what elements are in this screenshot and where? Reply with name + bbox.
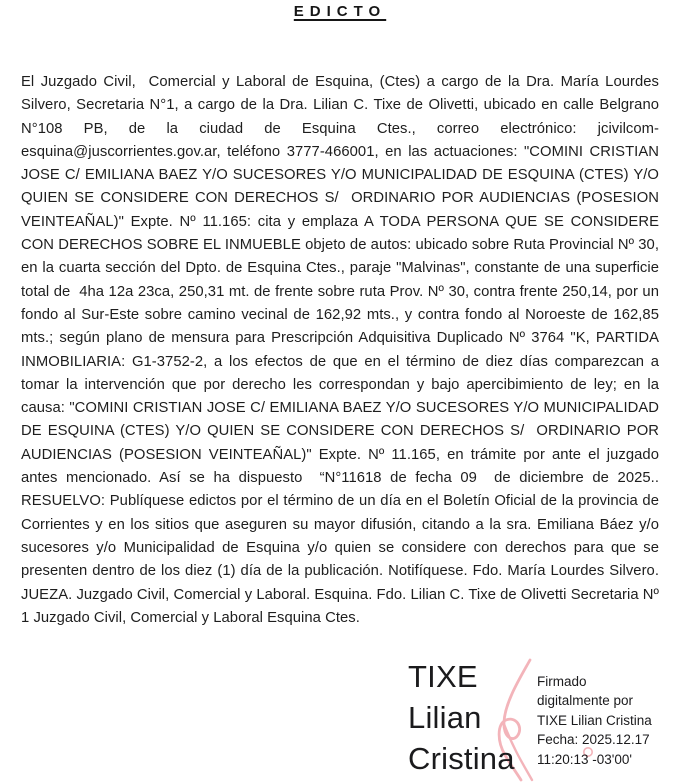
stamp-line: Fecha: 2025.12.17 — [537, 732, 650, 748]
stamp-line: digitalmente por — [537, 693, 634, 709]
signature-name-line: TIXE — [408, 659, 478, 694]
signature-name-line: Cristina — [408, 741, 515, 776]
document-title: EDICTO — [293, 3, 387, 20]
stamp-line: TIXE Lilian Cristina — [537, 712, 652, 728]
digital-signature-block — [0, 648, 680, 782]
edict-body-text: El Juzgado Civil, Comercial y Laboral de Esquina, (Ctes) a cargo de la Dra. María Lourdes Silvero, Secretaria N°1, a cargo de la Dra. Lilian C. Tixe de Olivetti, ubicado en calle Belgrano N°108 PB, de la ciudad de Esquina Ctes., correo electrónico: jcivilcom-esquina@juscorrientes.gov.ar, teléfono 3777-466001, en las actuaciones: "COMINI CRISTIAN JOSE C/ EMILIANA BAEZ Y/O SUCESORES Y/O MUNICIPALIDAD DE ESQUINA (CTES) Y/O QUIEN SE CONSIDERE CON DERECHOS S/ ORDINARIO POR AUDIENCIAS (POSESION VEINTEAÑAL)" Expte. Nº 11.165: cita y emplaza A TODA PERSONA QUE SE CONSIDERE CON DERECHOS SOBRE EL INMUEBLE objeto de autos: ubicado sobre Ruta Provincial Nº 30, en la cuarta sección del Dpto. de Esquina Ctes., paraje "Malvinas", constante de una superficie total de 4ha 12a 23ca, 250,31 mt. de frente sobre ruta Prov. Nº 30, contra frente 250,14, por un fondo al Sur-Este sobre camino vecinal de 162,92 mts., y contra fondo al Noroeste de 162,85 mts.; según plano de mensura para Prescripción Adquisitiva Duplicado Nº 3764 "K, PARTIDA INMOBILIARIA: G1-3752-2, a los efectos de que en el término de diez días comparezcan a tomar la intervención que por derecho les correspondan y bajo apercibimiento de ley; en la causa: "COMINI CRISTIAN JOSE C/ EMILIANA BAEZ Y/O SUCESORES Y/O MUNICIPALIDAD DE ESQUINA (CTES) Y/O QUIEN SE CONSIDERE CON DERECHOS S/ ORDINARIO POR AUDIENCIAS (POSESION VEINTEAÑAL)" Expte. Nº 11.165, en trámite por ante el juzgado antes mencionado. Así se ha dispuesto “N°11618 de fecha 09 de diciembre de 2025.. RESUELVO: Publíquese edictos por el término de un día en el Boletín Oficial de la provincia de Corrientes y en los sitios que aseguren su mayor difusión, citando a la sra. Emiliana Báez y/o sucesores y/o Municipalidad de Esquina y/o quien se considere con derechos para que se presenten dentro de los diez (1) día de la publicación. Notifíquese. Fdo. María Lourdes Silvero. JUEZA. Juzgado Civil, Comercial y Laboral. Esquina. Fdo. Lilian C. Tixe de Olivetti Secretaria Nº 1 Juzgado Civil, Comercial y Laboral Esquina Ctes. — [21, 74, 659, 626]
signature-stamp-details — [537, 672, 652, 769]
stamp-line: Firmado — [537, 674, 587, 689]
signature-name — [408, 656, 515, 779]
signature-name-line: Lilian — [408, 700, 482, 735]
stamp-line: 11:20:13 -03'00' — [537, 751, 632, 767]
